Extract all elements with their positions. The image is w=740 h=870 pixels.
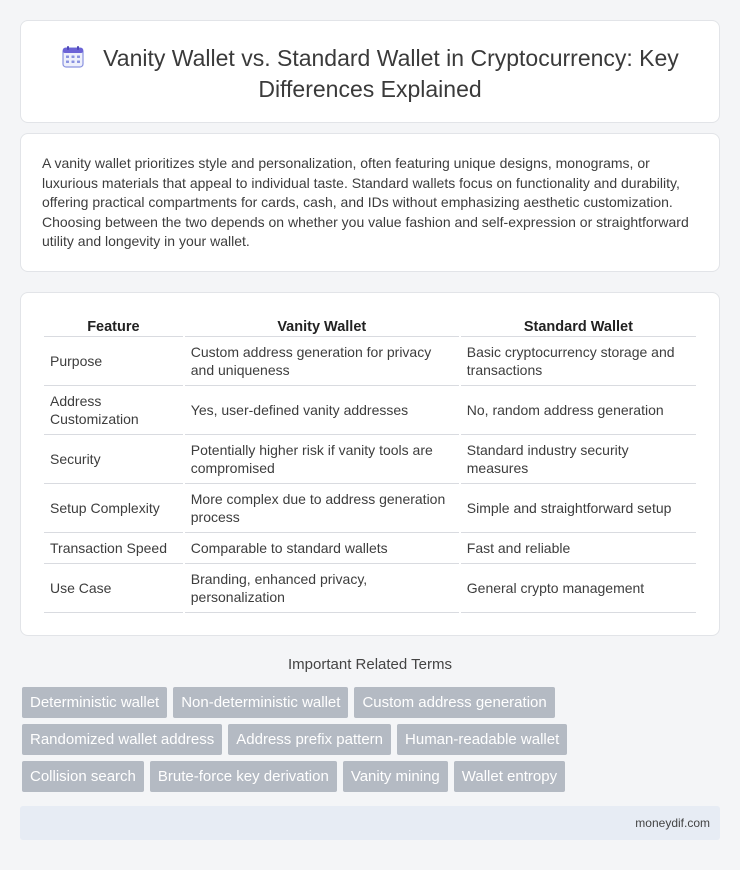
term-row (22, 761, 722, 792)
feature-cell: Use Case (44, 564, 183, 613)
related-terms-title: Important Related Terms (288, 656, 452, 673)
table-row (44, 337, 696, 386)
term-tag[interactable]: Brute-force key derivation (150, 761, 337, 792)
feature-cell: Transaction Speed (44, 533, 183, 564)
standard-cell: Basic cryptocurrency storage and transactions (461, 337, 696, 386)
header-feature: Feature (44, 315, 183, 337)
intro-paragraph: A vanity wallet prioritizes style and personalization, often featuring unique designs, monograms, or luxurious materials that appeal to individual taste. Standard wallets focus on functionality and durability, offering practical compartments for cards, cash, and IDs without emphasizing aesthetic customization. Choosing between the two depends on whether you value fashion and self-expression or straightforward utility and longevity in your wallet. (42, 155, 689, 249)
footer-site-link[interactable]: moneydif.com (635, 816, 710, 830)
vanity-cell: Branding, enhanced privacy, personalization (185, 564, 459, 613)
comparison-table (42, 315, 698, 613)
vanity-cell: Custom address generation for privacy and uniqueness (185, 337, 459, 386)
feature-cell: Setup Complexity (44, 484, 183, 533)
term-row (22, 687, 722, 718)
term-tag[interactable]: Wallet entropy (454, 761, 565, 792)
page-title: Vanity Wallet vs. Standard Wallet in Cryptocurrency: Key Differences Explained (103, 45, 679, 102)
standard-cell: No, random address generation (461, 386, 696, 435)
header-standard-wallet: Standard Wallet (461, 315, 696, 337)
vanity-cell: Yes, user-defined vanity addresses (185, 386, 459, 435)
standard-cell: Standard industry security measures (461, 435, 696, 484)
term-tag[interactable]: Custom address generation (354, 687, 554, 718)
table-row (44, 435, 696, 484)
page-title-wrap (21, 43, 719, 105)
vanity-cell: Comparable to standard wallets (185, 533, 459, 564)
related-terms (22, 687, 722, 798)
table-header-row (44, 315, 696, 337)
calendar-icon (61, 45, 85, 69)
term-tag[interactable]: Address prefix pattern (228, 724, 391, 755)
vanity-cell: More complex due to address generation process (185, 484, 459, 533)
term-row (22, 724, 722, 755)
standard-cell: Fast and reliable (461, 533, 696, 564)
title-card (20, 20, 720, 123)
feature-cell: Security (44, 435, 183, 484)
term-tag[interactable]: Deterministic wallet (22, 687, 167, 718)
term-tag[interactable]: Collision search (22, 761, 144, 792)
footer-bar (20, 806, 720, 840)
standard-cell: Simple and straightforward setup (461, 484, 696, 533)
term-tag[interactable]: Vanity mining (343, 761, 448, 792)
table-row (44, 533, 696, 564)
header-vanity-wallet: Vanity Wallet (185, 315, 459, 337)
vanity-cell: Potentially higher risk if vanity tools are compromised (185, 435, 459, 484)
feature-cell: Purpose (44, 337, 183, 386)
comparison-card (20, 292, 720, 636)
standard-cell: General crypto management (461, 564, 696, 613)
table-row (44, 484, 696, 533)
table-row (44, 564, 696, 613)
term-tag[interactable]: Non-deterministic wallet (173, 687, 348, 718)
table-row (44, 386, 696, 435)
term-tag[interactable]: Human-readable wallet (397, 724, 567, 755)
intro-card (20, 133, 720, 272)
term-tag[interactable]: Randomized wallet address (22, 724, 222, 755)
feature-cell: Address Customization (44, 386, 183, 435)
